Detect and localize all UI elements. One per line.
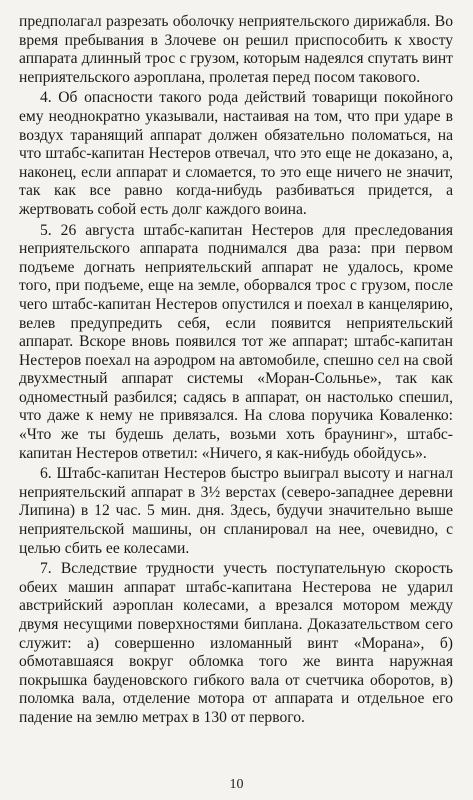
document-body	[19, 13, 453, 730]
paragraph-7: 7. Вследствие трудности учесть поступательную скорость обеих машин аппарат штабс-капитана Нестерова не ударил австрийский аэроплан колесами, а врезался мотором между двумя несущими поверхностями биплана. Доказательством сего служит: а) совершенно изломанный винт «Морана», б) обмотавшаяся вокруг обломка того же винта наружная покрышка бауденовского гибкого вала от счетчика оборотов, в) поломка вала, отделение мотора от аппарата и отдельное его падение на землю метрах в 130 от первого.	[19, 560, 453, 726]
paragraph-continuation: предполагал разрезать оболочку неприятельского дирижабля. Во время пребывания в Злочеве он решил приспособить к хвосту аппарата длинный трос с грузом, которым надеялся спутать винт неприятельского аэроплана, пролетая перед посом такового.	[19, 13, 453, 86]
paragraph-6: 6. Штабс-капитан Нестеров быстро выиграл высоту и нагнал неприятельский аппарат в 3½ верстах (северо-западнее деревни Липина) в 12 час. 5 мин. дня. Здесь, будучи значительно выше неприятельской машины, он спланировал на нее, очевидно, с целью сбить ее колесами.	[19, 465, 453, 557]
paragraph-4: 4. Об опасности такого рода действий товарищи покойного ему неоднократно указывали, настаивая на том, что при ударе в воздух таранящий аппарат должен обязательно поломаться, на что штабс-капитан Нестеров отвечал, что это еще не доказано, а, наконец, если аппарат и сломается, то это еще ничего не значит, так как все равно когда-нибудь разбиваться придется, а жертвовать собой есть долг каждого воина.	[19, 89, 453, 218]
paragraph-5: 5. 26 августа штабс-капитан Нестеров для преследования неприятельского аппарата поднимался два раза: при первом подъеме догнать неприятельский аппарат не удалось, кроме того, при подъеме, еще на земле, оборвался трос с грузом, после чего штабс-капитан Нестеров опустился и поехал в канцелярию, велев предупредить себя, если появится неприятельский аппарат. Вскоре вновь появился тот же аппарат; штабс-капитан Нестеров поехал на аэродром на автомобиле, спешно сел на свой двухместный аппарат системы «Моран-Сольнье», так как одноместный разбился; садясь в аппарат, он настолько спешил, что даже к нему не привязался. На слова поручика Коваленко: «Что же ты будешь делать, возьми хоть браунинг», штабс-капитан Нестеров ответил: «Ничего, я как-нибудь обойдусь».	[19, 221, 453, 462]
page-number: 10	[229, 777, 244, 792]
